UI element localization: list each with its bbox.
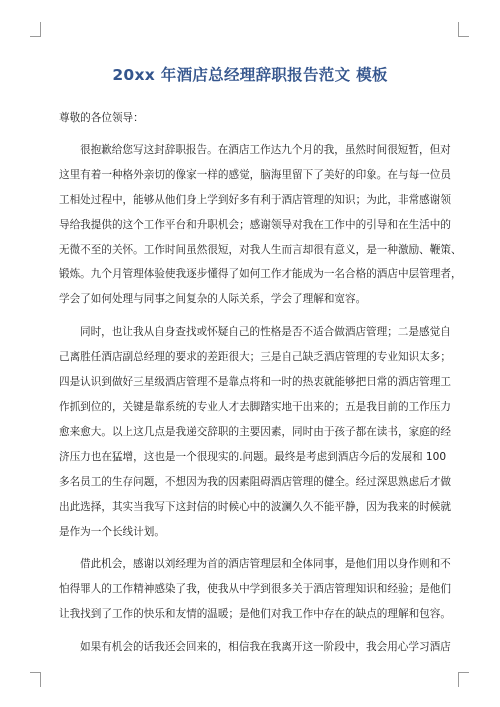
paragraph-line: 愈来愈大。以上这几点是我递交辞职的主要因素，同时由于孩子都在读书，家庭的经 (59, 425, 451, 438)
document-title: 20xx 年酒店总经理辞职报告范文 模板 (112, 66, 388, 84)
paragraph-2 (59, 320, 451, 544)
paragraph-line: 工相处过程中，能够从他们身上学到好多有利于酒店管理的知识；为此，非常感谢领 (59, 193, 451, 206)
paragraph-line: 怕得罪人的工作精神感染了我，使我从中学到很多关于酒店管理知识和经验；是他们 (59, 583, 451, 596)
paragraph-line: 作抓到位的，关键是靠系统的专业人才去脚踏实地干出来的；五是我目前的工作压力 (59, 400, 451, 413)
paragraph-line: 学会了如何处理与同事之间复杂的人际关系，学会了理解和宽容。 (59, 293, 367, 306)
paragraph-line: 是作为一个长线计划。 (59, 525, 165, 538)
paragraph-line: 借此机会，感谢以刘经理为首的酒店管理层和全体同事，是他们用以身作则和不 (80, 558, 451, 571)
paragraph-4 (59, 635, 451, 660)
paragraph-line: 无微不至的关怀。工作时间虽然很短，对我人生而言却很有意义，是一种激励、鞭策、 (59, 243, 462, 256)
crop-mark-top-right (458, 22, 469, 37)
paragraph-line: 锻炼。九个月管理体验使我逐步懂得了如何工作才能成为一名合格的酒店中层管理者， (59, 268, 462, 281)
crop-mark-top-left (30, 22, 41, 37)
paragraph-line: 同时，也让我从自身查找或怀疑自己的性格是否不适合做酒店管理；二是感觉自 (80, 326, 451, 339)
paragraph-line: 导给我提供的这个工作平台和升职机会；感谢领导对我在工作中的引导和在生活中的 (59, 218, 451, 231)
crop-mark-bottom-left (30, 672, 41, 687)
paragraph-line: 四是认识到做好三星级酒店管理不是靠点将和一时的热衷就能够把日常的酒店管理工 (59, 376, 451, 389)
paragraph-line: 济压力也在猛增，这也是一个很现实的.问题。最终是考虑到酒店今后的发展和 100 (59, 450, 447, 463)
paragraph-line: 己离胜任酒店副总经理的要求的差距很大；三是自己缺乏酒店管理的专业知识太多； (59, 351, 451, 364)
crop-mark-bottom-right (458, 672, 469, 687)
paragraph-line: 让我找到了工作的快乐和友情的温暖；是他们对我工作中存在的缺点的理解和包容。 (59, 608, 451, 621)
paragraph-line: 这里有着一种格外亲切的像家一样的感觉，脑海里留下了美好的印象。在与每一位员 (59, 168, 451, 181)
document-body (59, 106, 462, 668)
paragraph-line: 如果有机会的话我还会回来的，相信我在我离开这一阶段中，我会用心学习酒店 (80, 641, 451, 654)
salutation: 尊敬的各位领导： (59, 112, 144, 124)
paragraph-line: 出此选择，其实当我写下这封信的时候心中的波澜久久不能平静，因为我来的时候就 (59, 500, 451, 513)
paragraph-line: 很抱歉给您写这封辞职报告。在酒店工作达九个月的我，虽然时间很短暂，但对 (80, 143, 451, 156)
paragraph-1 (59, 138, 462, 312)
paragraph-line: 多名员工的生存问题，不想因为我的因素阻碍酒店管理的健全。经过深思熟虑后才做 (59, 475, 451, 488)
paragraph-3 (59, 552, 451, 627)
